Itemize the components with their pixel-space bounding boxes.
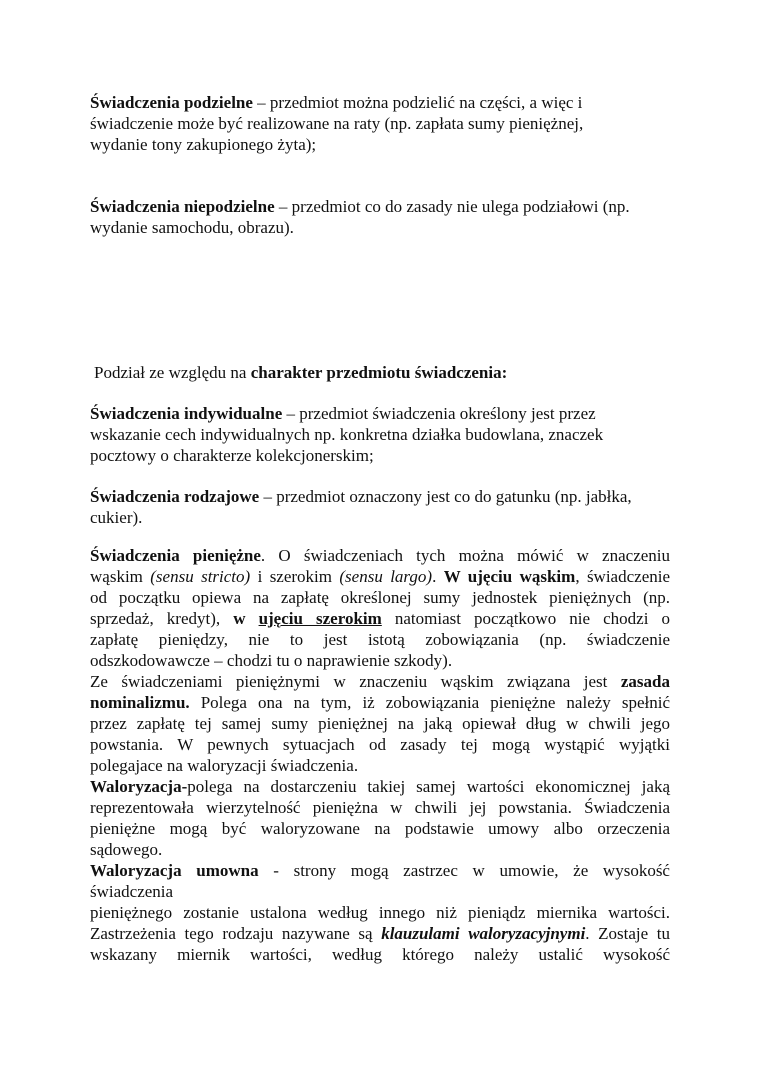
term-individual: Świadczenia indywidualne [90,404,283,423]
paragraph-contractual-valorization: Waloryzacja umowna - strony mogą zastrzec w umowie, że wysokość świadczenia pieniężnego zostanie ustalona według innego niż pieniądz miernika wartości. Zastrzeżenia tego rodzaju nazywane są klauzulami waloryzacyjnymi. Zostaje tu wskazany miernik wartości, według którego należy ustalić wysokość [90,861,670,964]
paragraph-indivisible-performances: Świadczenia niepodzielne – przedmiot co do zasady nie ulega podziałowi (np. wydanie samochodu, obrazu). [90,197,630,237]
term-monetary: Świadczenia pieniężne [90,546,261,565]
term-divisible: Świadczenia podzielne [90,93,253,112]
section-heading: Podział ze względu na charakter przedmiotu świadczenia: [94,363,508,382]
paragraph-individual-performances: Świadczenia indywidualne – przedmiot świadczenia określony jest przez wskazanie cech indywidualnych np. konkretna działka budowlana, znaczek pocztowy o charakterze kolekcjonerskim; [90,404,604,465]
paragraph-monetary-performances: Świadczenia pieniężne. O świadczeniach tych można mówić w znaczeniu wąskim (sensu stricto) i szerokim (sensu largo). W ujęciu wąskim, świadczenie od początku opiewa na zapłatę określonej sumy jednostek pieniężnych (np. sprzedaż, kredyt), w ujęciu szerokim natomiast początkowo nie chodzi o zapłatę pieniędzy, nie to jest istotą zobowiązania (np. świadczenie odszkodowawcze – chodzi tu o naprawienie szkody). [90,546,671,670]
term-indivisible: Świadczenia niepodzielne [90,197,275,216]
term-valorization: Waloryzacja- [90,777,188,796]
paragraph-valorization: Waloryzacja-polega na dostarczeniu takiej samej wartości ekonomicznej jaką reprezentowała wierzytelność pieniężna w chwili jej powstania. Świadczenia pieniężne mogą być waloryzowane na podstawie umowy albo orzeczenia sądowego. [90,777,670,859]
paragraph-nominalism: Ze świadczeniami pieniężnymi w znaczeniu wąskim związana jest zasada nominalizmu. Polega ona na tym, iż zobowiązania pieniężne należy spełnić przez zapłatę tej samej sumy pieniężnej na jaką opiewał dług w chwili jego powstania. W pewnych sytuacjach od zasady tej mogą wystąpić wyjątki polegajace na waloryzacji świadczenia. [90,672,670,775]
term-generic: Świadczenia rodzajowe [90,487,260,506]
paragraph-generic-performances: Świadczenia rodzajowe – przedmiot oznaczony jest co do gatunku (np. jabłka, cukier). [90,487,632,527]
paragraph-divisible-performances: Świadczenia podzielne – przedmiot można podzielić na części, a więc i świadczenie może być realizowane na raty (np. zapłata sumy pieniężnej, wydanie tony zakupionego żyta); [90,93,584,154]
term-contractual-valorization: Waloryzacja umowna [90,861,259,880]
